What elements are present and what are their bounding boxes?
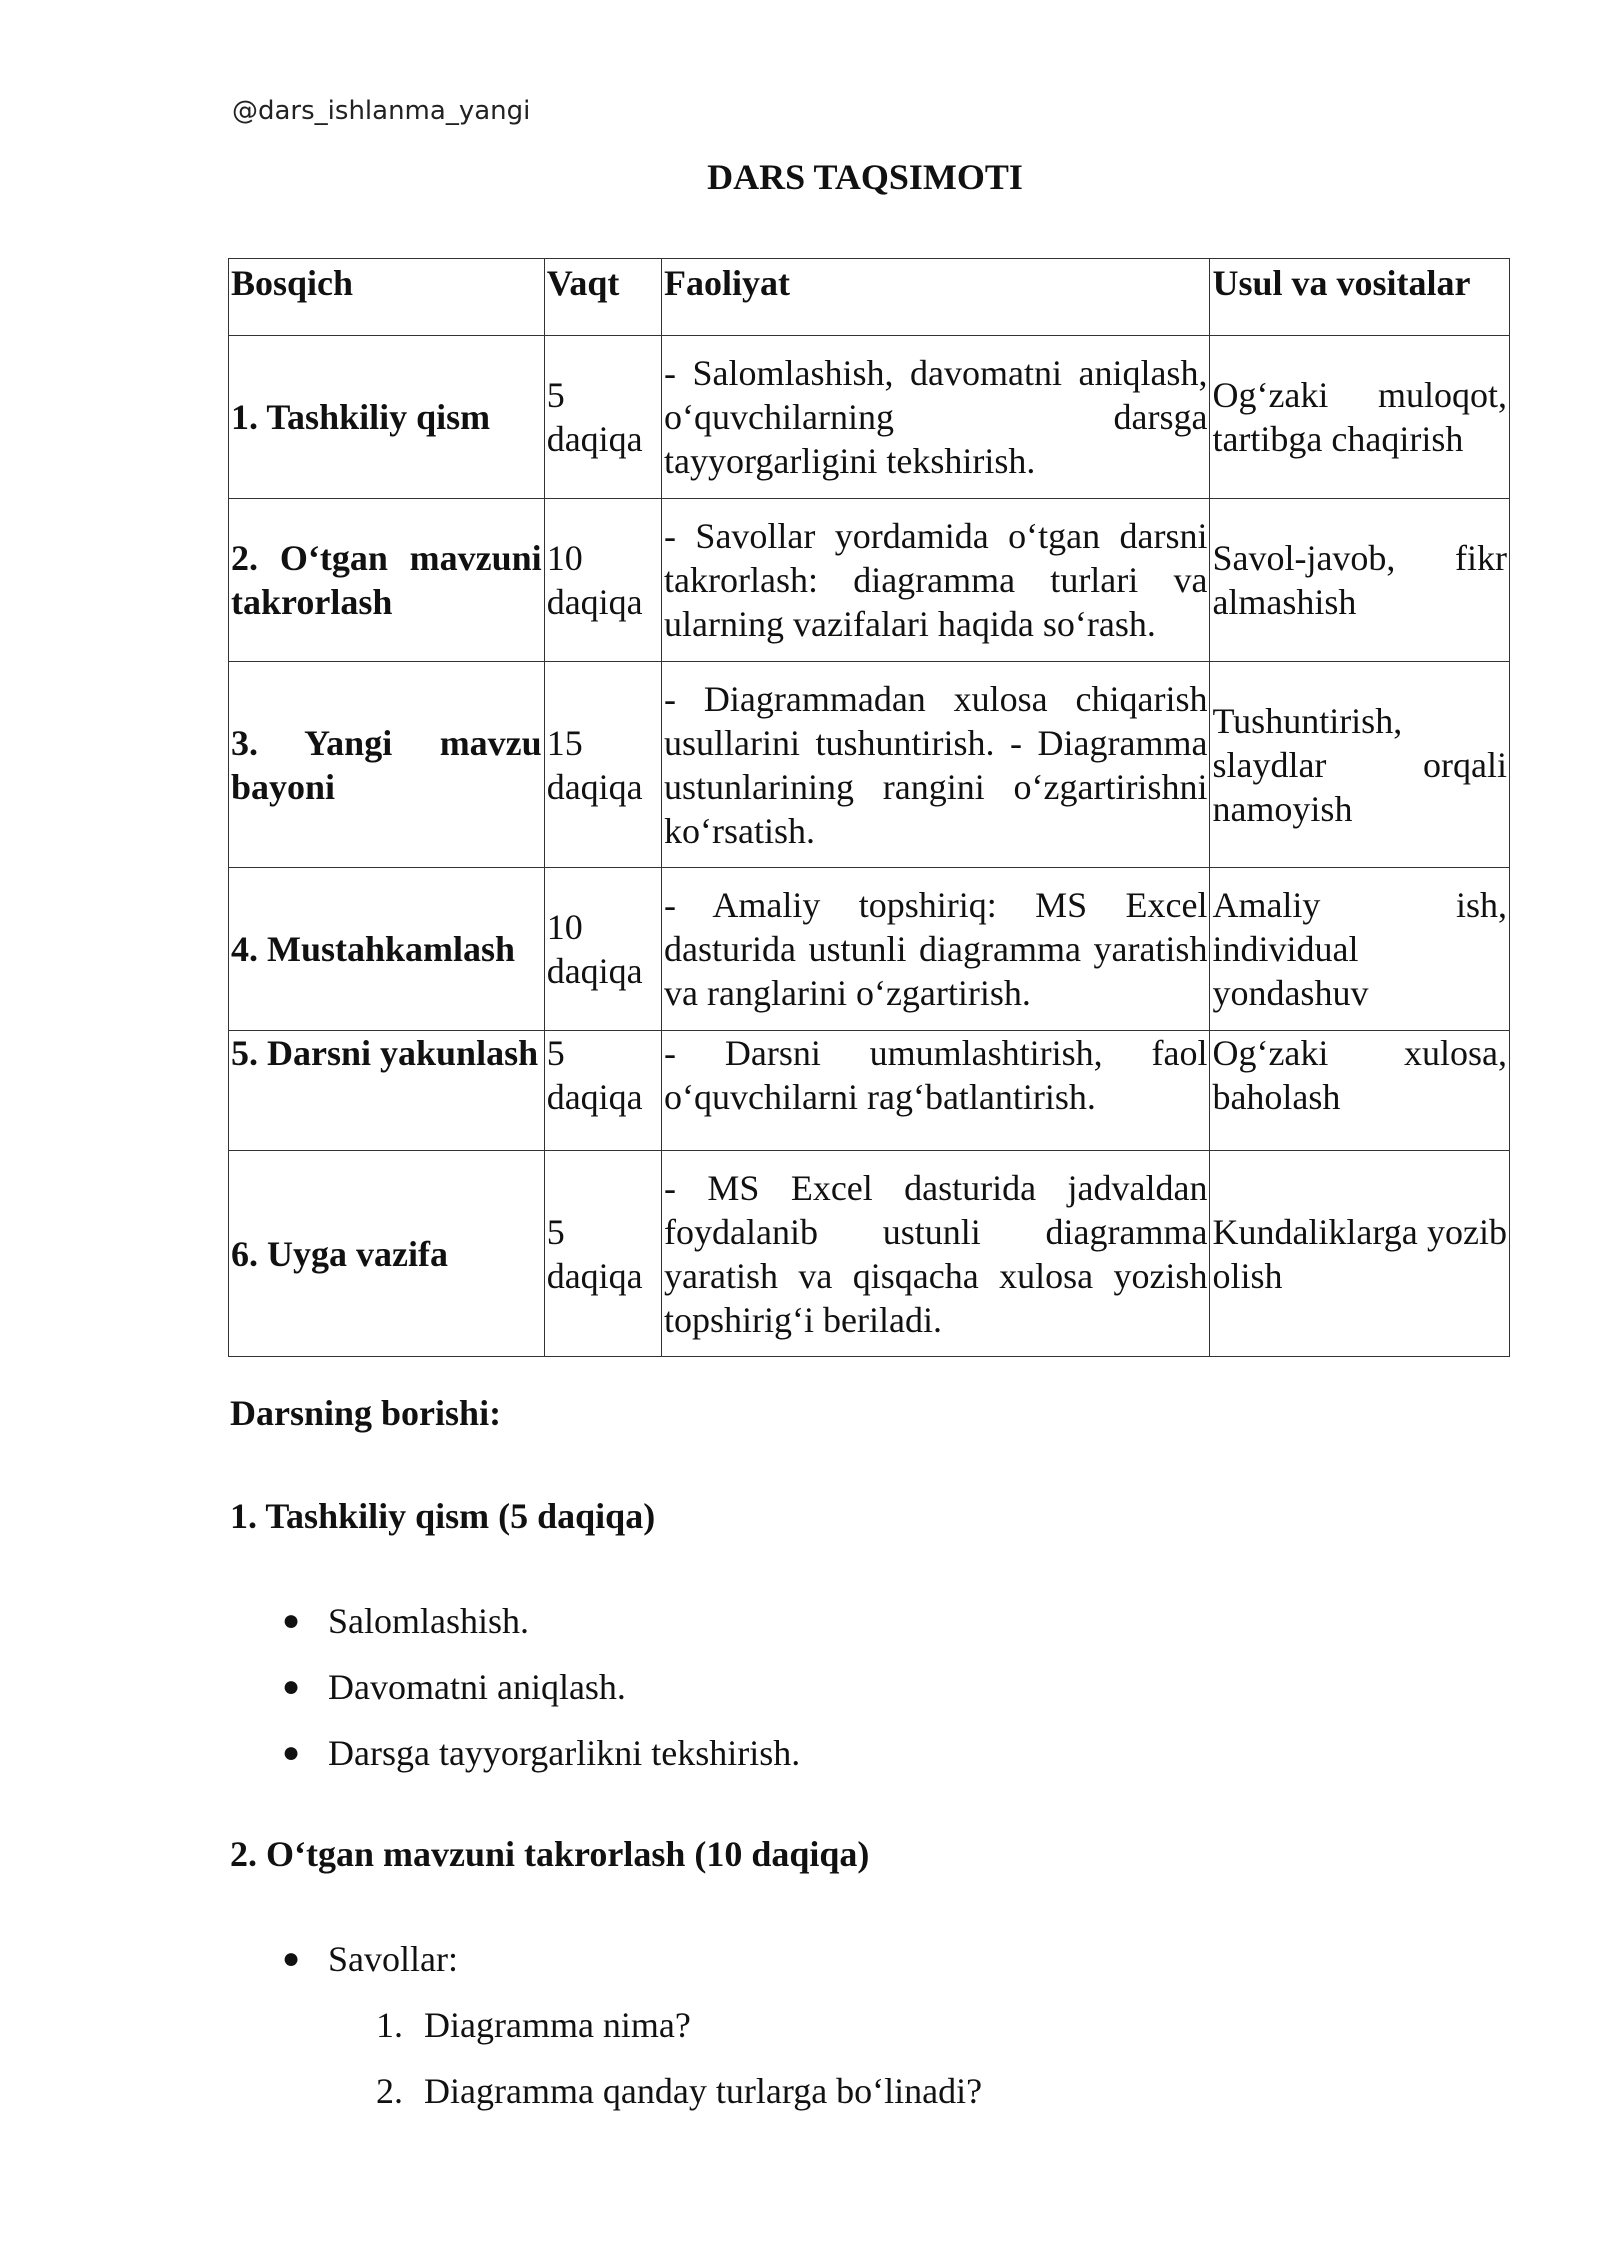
method-cell: Amaliy ish, individual yondashuv <box>1210 868 1510 1031</box>
time-cell: 5 daqiqa <box>544 1151 661 1357</box>
table-row <box>229 1031 1510 1151</box>
activity-cell: - MS Excel dasturida jadvaldan foydalanib ustunli diagramma yaratish va qisqacha xulosa yozish topshirig‘i beriladi. <box>662 1151 1210 1357</box>
bullet-icon: ● <box>282 1736 301 1769</box>
activity-cell: - Salomlashish, davomatni aniqlash, o‘quvchilarning darsga tayyorgarligini tekshirish. <box>662 336 1210 499</box>
method-cell: Kundaliklarga yozib olish <box>1210 1151 1510 1357</box>
activity-cell: - Darsni umumlashtirish, faol o‘quvchilarni rag‘batlantirish. <box>662 1031 1210 1151</box>
questions-list <box>376 1992 982 2124</box>
section-2-list <box>230 1926 458 1992</box>
header-method: Usul va vositalar <box>1210 259 1510 336</box>
document-title: DARS TAQSIMOTI <box>707 157 1023 197</box>
section-title-2: 2. O‘tgan mavzuni takrorlash (10 daqiqa) <box>230 1834 870 1874</box>
method-cell: Savol-javob, fikr almashish <box>1210 499 1510 662</box>
table-row <box>229 336 1510 499</box>
stage-cell: 3. Yangi mavzu bayoni <box>229 662 545 868</box>
list-item: ● Darsga tayyorgarlikni tekshirish. <box>230 1720 800 1786</box>
header-time: Vaqt <box>544 259 661 336</box>
stage-cell: 5. Darsni yakunlash <box>229 1031 545 1151</box>
section-1-list <box>230 1588 800 1786</box>
method-cell: Tushuntirish, slaydlar orqali namoyish <box>1210 662 1510 868</box>
table-row <box>229 662 1510 868</box>
bullet-icon: ● <box>282 1942 301 1975</box>
stage-cell: 2. O‘tgan mavzuni takrorlash <box>229 499 545 662</box>
bullet-icon: ● <box>282 1670 301 1703</box>
table-header-row <box>229 259 1510 336</box>
time-cell: 5 daqiqa <box>544 1031 661 1151</box>
time-cell: 5 daqiqa <box>544 336 661 499</box>
list-item: ● Davomatni aniqlash. <box>230 1654 800 1720</box>
time-cell: 10 daqiqa <box>544 499 661 662</box>
channel-handle: @dars_ishlanma_yangi <box>232 96 531 126</box>
list-item: ● Savollar: <box>230 1926 458 1992</box>
activity-cell: - Savollar yordamida o‘tgan darsni takrorlash: diagramma turlari va ularning vazifalari haqida so‘rash. <box>662 499 1210 662</box>
table-row <box>229 1151 1510 1357</box>
header-activity: Faoliyat <box>662 259 1210 336</box>
time-cell: 15 daqiqa <box>544 662 661 868</box>
progress-heading: Darsning borishi: <box>230 1393 502 1433</box>
table-row <box>229 499 1510 662</box>
list-item: 1. Diagramma nima? <box>376 2005 691 2045</box>
lesson-plan-table <box>228 258 1510 1357</box>
list-item: ● Salomlashish. <box>230 1588 800 1654</box>
time-cell: 10 daqiqa <box>544 868 661 1031</box>
stage-cell: 6. Uyga vazifa <box>229 1151 545 1357</box>
section-title-1: 1. Tashkiliy qism (5 daqiqa) <box>230 1496 656 1536</box>
method-cell: Og‘zaki xulosa, baholash <box>1210 1031 1510 1151</box>
list-item: 2. Diagramma qanday turlarga bo‘linadi? <box>376 2071 983 2111</box>
activity-cell: - Diagrammadan xulosa chiqarish usullarini tushuntirish. - Diagramma ustunlarining rangini o‘zgartirishni ko‘rsatish. <box>662 662 1210 868</box>
activity-cell: - Amaliy topshiriq: MS Excel dasturida ustunli diagramma yaratish va ranglarini o‘zgartirish. <box>662 868 1210 1031</box>
bullet-icon: ● <box>282 1604 301 1637</box>
stage-cell: 4. Mustahkamlash <box>229 868 545 1031</box>
table-row <box>229 868 1510 1031</box>
method-cell: Og‘zaki muloqot, tartibga chaqirish <box>1210 336 1510 499</box>
header-stage: Bosqich <box>229 259 545 336</box>
stage-cell: 1. Tashkiliy qism <box>229 336 545 499</box>
